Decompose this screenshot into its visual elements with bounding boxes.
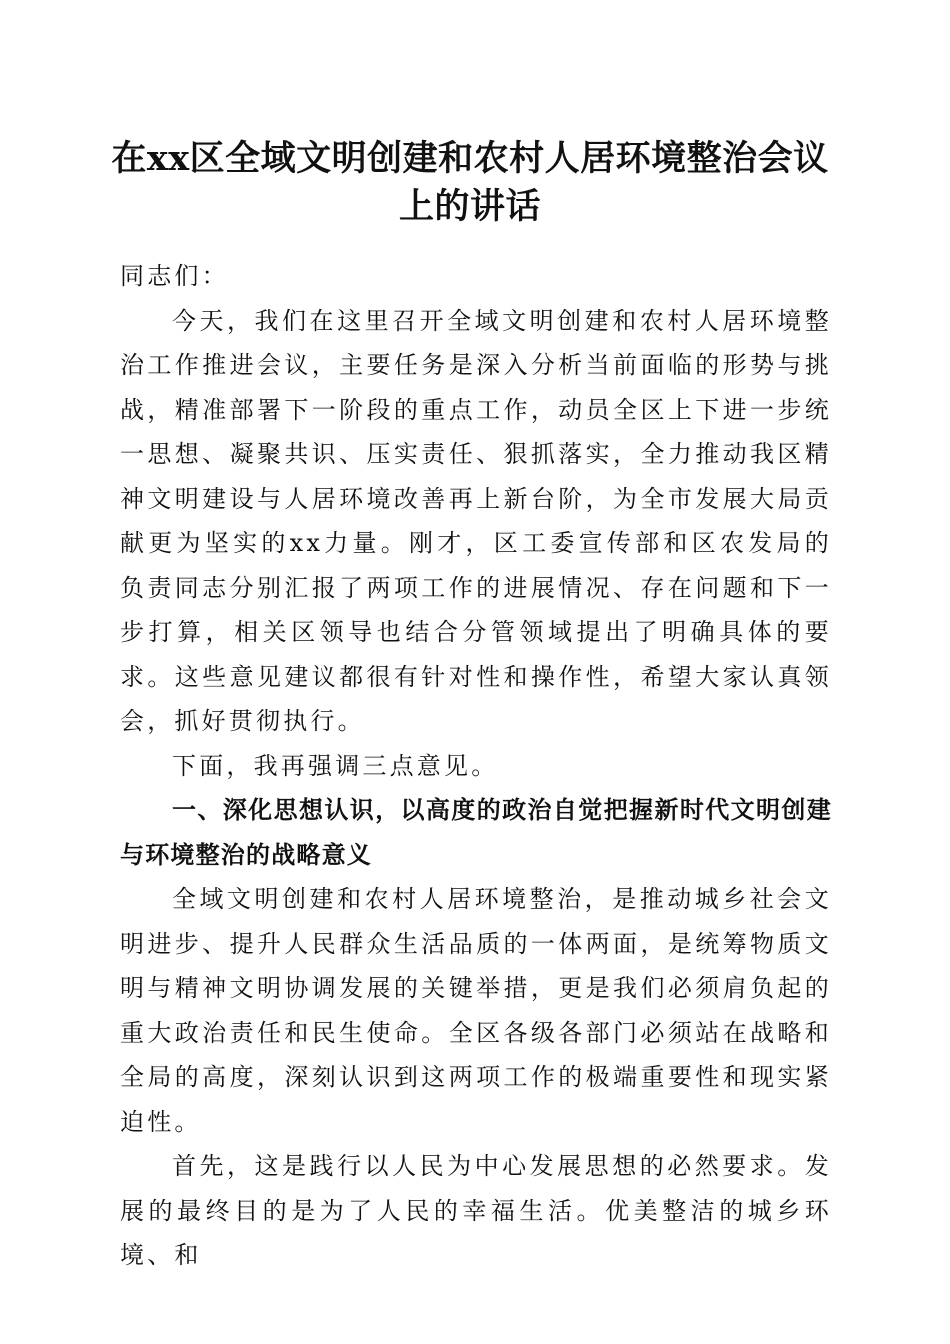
paragraph-transition: 下面，我再强调三点意见。 — [172, 751, 499, 780]
section-heading-1: 一、深化思想认识，以高度的政治自觉把握新时代文明创建与环境整治的战略意义 — [120, 796, 832, 869]
document-body — [120, 254, 832, 1278]
paragraph-section1-first: 首先，这是践行以人民为中心发展思想的必然要求。发展的最终目的是为了人民的幸福生活。优美整洁的城乡环境、和 — [120, 1152, 832, 1269]
document-title: 在xx区全域文明创建和农村人居环境整治会议上的讲话 — [111, 138, 829, 227]
paragraph-section1-intro: 全域文明创建和农村人居环境整治，是推动城乡社会文明进步、提升人民群众生活品质的一体两面，是统筹物质文明与精神文明协调发展的关键举措，更是我们必须肩负起的重大政治责任和民生使命。全区各级各部门必须站在战略和全局的高度，深刻认识到这两项工作的极端重要性和现实紧迫性。 — [120, 885, 832, 1136]
salutation: 同志们： — [120, 262, 229, 290]
paragraph-opening: 今天，我们在这里召开全域文明创建和农村人居环境整治工作推进会议，主要任务是深入分析当前面临的形势与挑战，精准部署下一阶段的重点工作，动员全区上下进一步统一思想、凝聚共识、压实责任、狠抓落实，全力推动我区精神文明建设与人居环境改善再上新台阶，为全市发展大局贡献更为坚实的xx力量。刚才，区工委宣传部和区农发局的负责同志分别汇报了两项工作的进展情况、存在问题和下一步打算，相关区领导也结合分管领域提出了明确具体的要求。这些意见建议都很有针对性和操作性，希望大家认真领会，抓好贯彻执行。 — [120, 306, 832, 735]
